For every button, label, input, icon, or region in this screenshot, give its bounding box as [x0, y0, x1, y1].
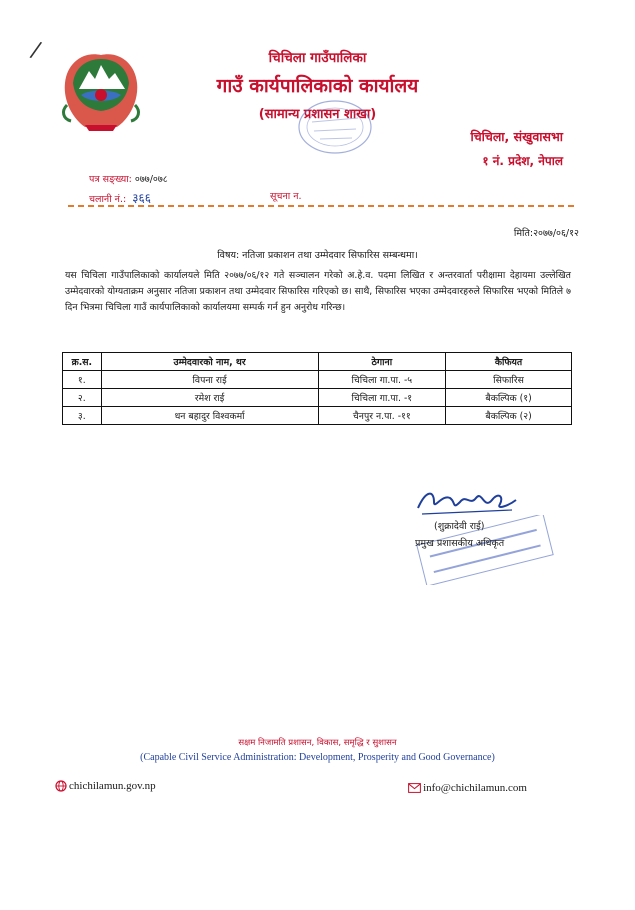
table-cell: रमेश राई — [101, 389, 318, 407]
page-mark: / — [28, 37, 44, 64]
column-header: ठेगाना — [318, 353, 446, 371]
email-link[interactable]: info@chichilamun.com — [423, 782, 527, 794]
table-cell: २. — [63, 389, 102, 407]
table-row — [63, 371, 572, 389]
letter-number — [89, 172, 168, 185]
results-table — [62, 352, 572, 425]
table-cell: विपना राई — [101, 371, 318, 389]
office-name: गाउँ कार्यपालिकाको कार्यालय — [216, 75, 419, 97]
table-cell: बैकल्पिक (२) — [446, 407, 572, 425]
column-header: क्र.स. — [63, 353, 102, 371]
official-seal-icon — [410, 515, 560, 585]
table-cell: चैनपुर न.पा. -११ — [318, 407, 446, 425]
municipality-name: चिचिला गाउँपालिका — [268, 50, 367, 66]
letter-number-value: ०७७/०७८ — [134, 174, 168, 185]
letter-date: मिति:२०७७/०६/१२ — [513, 228, 579, 239]
motto-english: (Capable Civil Service Administration: Development, Prosperity and Good Governance) — [140, 752, 495, 763]
globe-icon — [55, 780, 67, 792]
footer-email[interactable] — [408, 782, 527, 794]
table-header-row — [63, 353, 572, 371]
table-row — [63, 407, 572, 425]
dispatch-number — [89, 189, 151, 206]
address-line-1: चिचिला, संखुवासभा — [470, 129, 563, 144]
column-header: उम्मेदवारको नाम, थर — [101, 353, 318, 371]
table-cell: सिफारिस — [446, 371, 572, 389]
table-cell: १. — [63, 371, 102, 389]
table-cell: चिचिला गा.पा. -५ — [318, 371, 446, 389]
dispatch-number-label: चलानी नं.: — [89, 194, 127, 205]
footer-website[interactable] — [55, 780, 156, 792]
table-cell: चिचिला गा.पा. -१ — [318, 389, 446, 407]
column-header: कैफियत — [446, 353, 572, 371]
website-link[interactable]: chichilamun.gov.np — [69, 780, 156, 792]
dispatch-number-value: ३६६ — [132, 191, 151, 205]
letter-number-label: पत्र सङ्ख्या: — [89, 174, 132, 185]
letter-body: यस चिचिला गाउँपालिकाको कार्यालयले मिति २०७७/०६/१२ गते सञ्चालन गरेको अ.हे.व. पदमा लिखित र अन्तरवार्ता परीक्षामा देहायमा उल्लेखित उम्मेदवारको योग्यताक्रम अनुसार नतिजा प्रकाशन तथा उम्मेदवार सिफारिस गरिएको छ। साथै, सिफारिस भएका उम्मेदवारहरुले सिफारिस भएको मितिले ७ दिन भित्रमा चिचिला गाउँ कार्यपालिकाको कार्यालयमा सम्पर्क गर्न हुन अनुरोध गरिन्छ। — [65, 270, 571, 314]
signatory-title: प्रमुख प्रशासकीय अधिकृत — [415, 538, 505, 549]
motto-nepali: सक्षम निजामति प्रशासन, विकास, समृद्धि र सुशासन — [238, 738, 397, 748]
notice-number-label: सूचना न. — [270, 191, 302, 202]
letter-subject: विषय: नतिजा प्रकाशन तथा उम्मेदवार सिफारिस सम्बन्धमा। — [217, 250, 418, 261]
address-line-2: १ नं. प्रदेश, नेपाल — [482, 154, 563, 168]
branch-name: (सामान्य प्रशासन शाखा) — [258, 107, 377, 122]
header-divider — [68, 205, 574, 207]
office-stamp-icon — [296, 98, 374, 156]
table-cell: बैकल्पिक (१) — [446, 389, 572, 407]
signature-icon — [412, 480, 522, 520]
table-row — [63, 389, 572, 407]
mail-icon — [408, 783, 421, 793]
table-cell: ३. — [63, 407, 102, 425]
signatory-name: (शुक्रादेवी राई) — [434, 521, 485, 532]
table-cell: धन बहादुर विश्वकर्मा — [101, 407, 318, 425]
